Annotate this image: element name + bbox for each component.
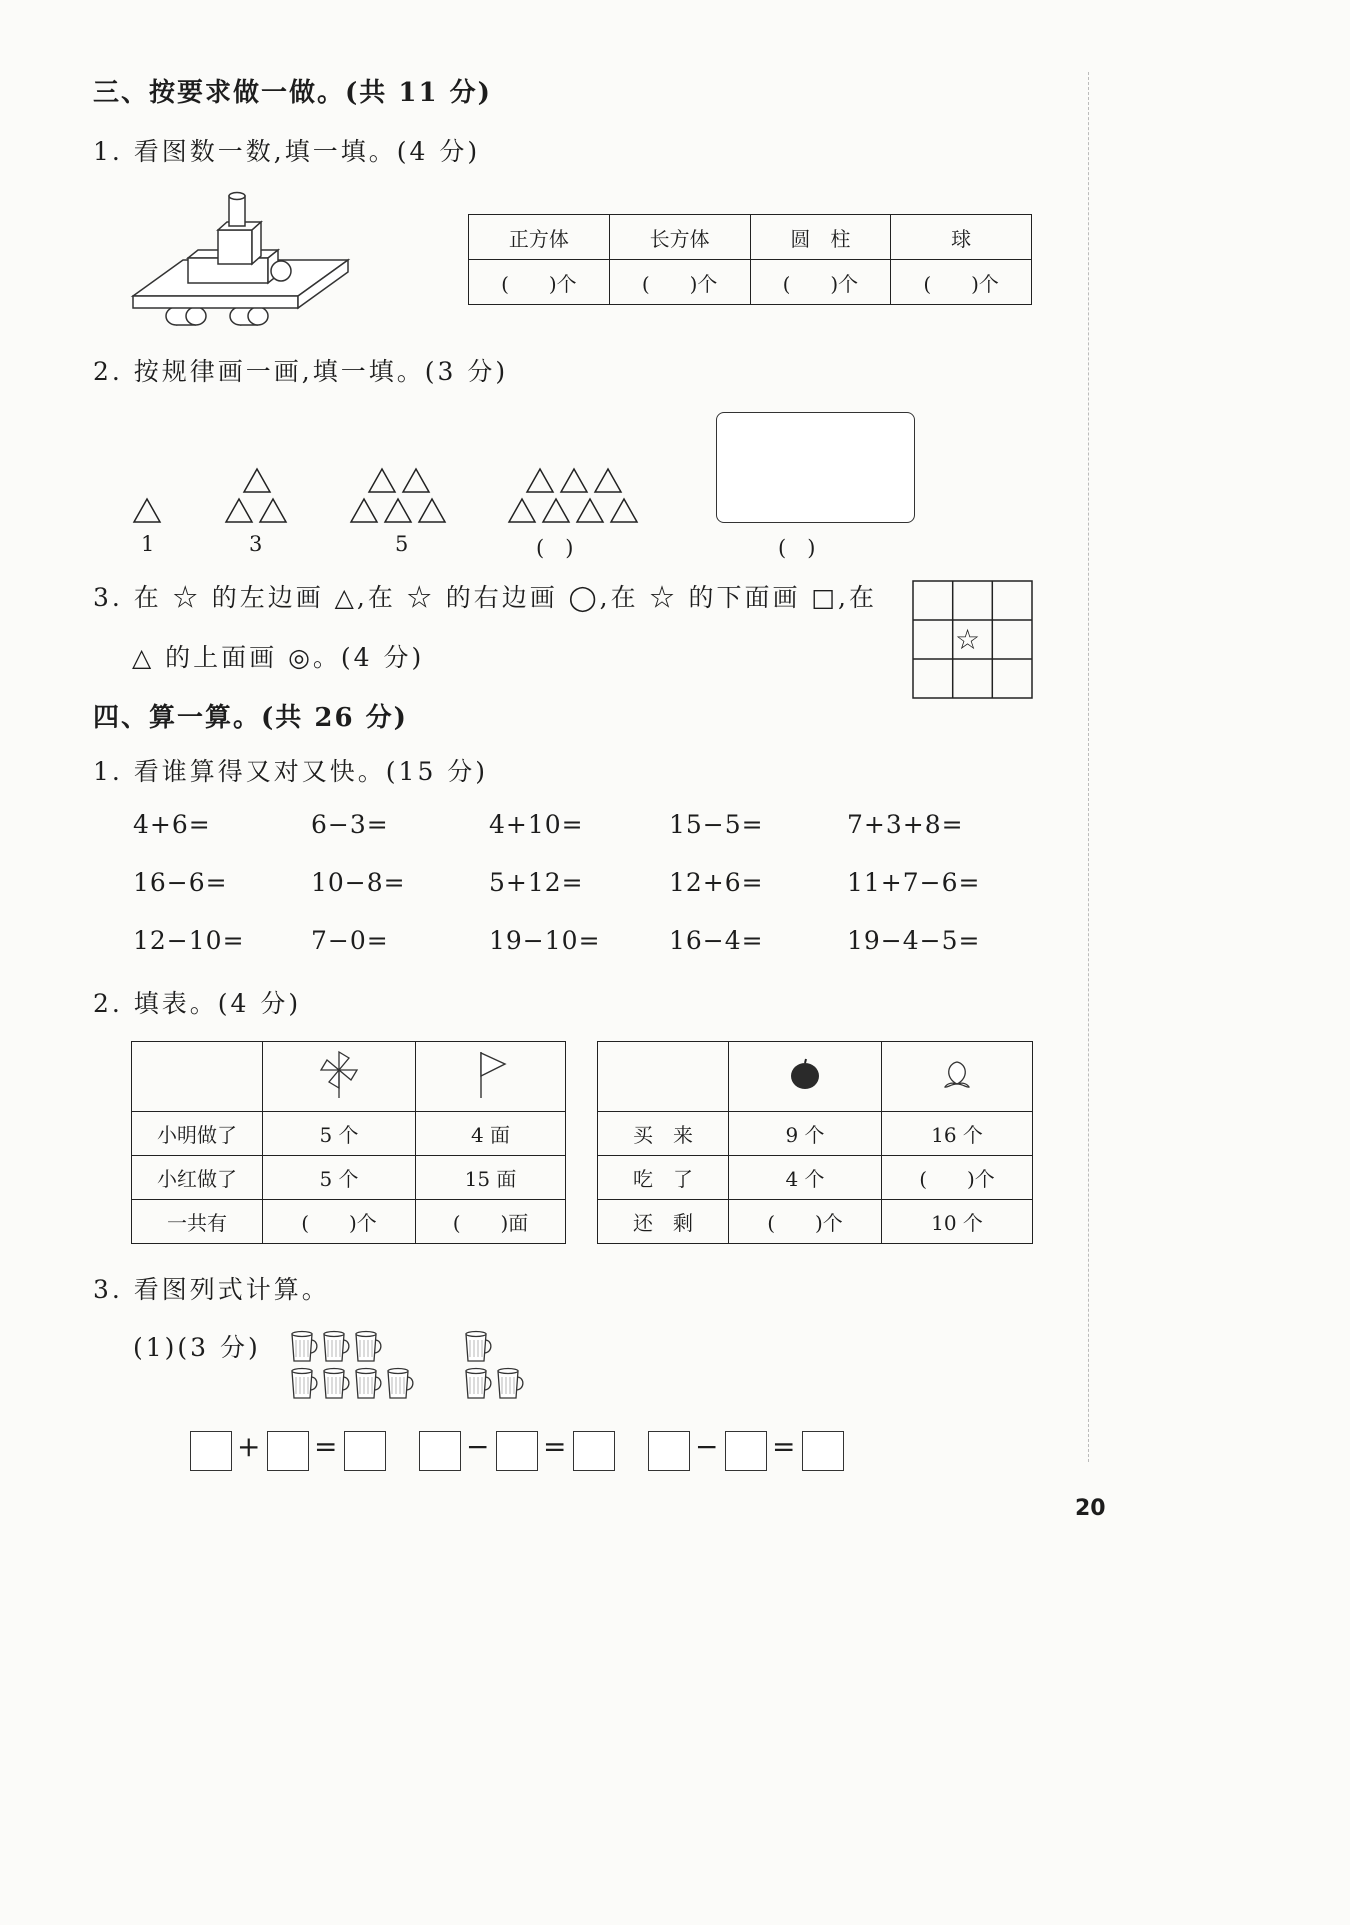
answer-cuboid[interactable]: ( )个 xyxy=(609,260,750,305)
header-cuboid: 长方体 xyxy=(609,215,750,260)
page-number: 20 xyxy=(1075,1496,1106,1521)
question-4-1: 1. 看谁算得又对又快。(15 分) xyxy=(93,757,489,786)
answer-box[interactable] xyxy=(648,1431,690,1471)
answer-box[interactable] xyxy=(725,1431,767,1471)
calc-item[interactable]: 4+6= xyxy=(133,810,211,839)
header-pinwheel xyxy=(263,1042,416,1112)
question-4-2: 2. 填表。(4 分) xyxy=(93,989,302,1018)
header-peach xyxy=(882,1042,1033,1112)
answer-box[interactable] xyxy=(573,1431,615,1471)
calc-item[interactable]: 4+10= xyxy=(489,810,584,839)
row-label: 一共有 xyxy=(132,1200,263,1244)
pattern-label-2: 3 xyxy=(249,532,263,556)
row-label: 还 剩 xyxy=(598,1200,729,1244)
answer-box[interactable] xyxy=(419,1431,461,1471)
row-label: 小红做了 xyxy=(132,1156,263,1200)
question-4-3-1: (1)(3 分) xyxy=(133,1333,261,1362)
answer-box[interactable] xyxy=(496,1431,538,1471)
flag-icon xyxy=(471,1048,511,1100)
answer-box[interactable] xyxy=(267,1431,309,1471)
answer-box[interactable] xyxy=(190,1431,232,1471)
calc-item[interactable]: 6−3= xyxy=(311,810,389,839)
empty-corner xyxy=(132,1042,263,1112)
empty-corner xyxy=(598,1042,729,1112)
drawing-box[interactable] xyxy=(716,412,915,523)
calc-item[interactable]: 12−10= xyxy=(133,926,245,955)
operator: = xyxy=(543,1430,567,1463)
star-icon: ☆ xyxy=(955,623,981,656)
fruit-table xyxy=(597,1041,1033,1244)
question-4-3: 3. 看图列式计算。 xyxy=(93,1275,330,1304)
question-3-1: 1. 看图数一数,填一填。(4 分) xyxy=(93,137,481,166)
answer-sphere[interactable]: ( )个 xyxy=(891,260,1032,305)
peach-icon xyxy=(937,1054,977,1094)
calc-item[interactable]: 16−6= xyxy=(133,868,228,897)
margin-line xyxy=(1088,72,1089,1462)
row-label: 买 来 xyxy=(598,1112,729,1156)
question-3-3-line2: △ 的上面画 ◎。(4 分) xyxy=(132,643,425,672)
header-cylinder: 圆 柱 xyxy=(750,215,891,260)
calc-item[interactable]: 7−0= xyxy=(311,926,389,955)
answer-box[interactable] xyxy=(802,1431,844,1471)
solid-shapes-illustration xyxy=(128,188,354,328)
cell-value: 5 个 xyxy=(263,1112,416,1156)
calc-item[interactable]: 5+12= xyxy=(489,868,584,897)
row-label: 吃 了 xyxy=(598,1156,729,1200)
craft-table xyxy=(131,1041,566,1244)
cups-illustration xyxy=(286,1328,526,1404)
answer-cell[interactable]: ( )面 xyxy=(416,1200,566,1244)
answer-cell[interactable]: ( )个 xyxy=(882,1156,1033,1200)
operator: = xyxy=(772,1430,796,1463)
calc-item[interactable]: 19−10= xyxy=(489,926,601,955)
header-sphere: 球 xyxy=(891,215,1032,260)
cell-value: 4 个 xyxy=(729,1156,882,1200)
pinwheel-icon xyxy=(315,1048,363,1100)
calc-item[interactable]: 7+3+8= xyxy=(847,810,964,839)
answer-cylinder[interactable]: ( )个 xyxy=(750,260,891,305)
question-3-3-line1: 3. 在 ☆ 的左边画 △,在 ☆ 的右边画 ◯,在 ☆ 的下面画 □,在 xyxy=(93,583,877,612)
cell-value: 16 个 xyxy=(882,1112,1033,1156)
answer-cell[interactable]: ( )个 xyxy=(263,1200,416,1244)
pattern-label-1: 1 xyxy=(141,532,155,556)
answer-cube[interactable]: ( )个 xyxy=(469,260,610,305)
calc-item[interactable]: 12+6= xyxy=(669,868,764,897)
operator: + xyxy=(237,1430,261,1463)
operator: − xyxy=(466,1430,490,1463)
operator: = xyxy=(314,1430,338,1463)
calc-item[interactable]: 11+7−6= xyxy=(847,868,981,897)
cell-value: 15 面 xyxy=(416,1156,566,1200)
header-flag xyxy=(416,1042,566,1112)
question-3-2: 2. 按规律画一画,填一填。(3 分) xyxy=(93,357,509,386)
header-cube: 正方体 xyxy=(469,215,610,260)
pattern-label-3: 5 xyxy=(395,532,409,556)
operator: − xyxy=(695,1430,719,1463)
header-apple xyxy=(729,1042,882,1112)
answer-box[interactable] xyxy=(344,1431,386,1471)
cell-value: 9 个 xyxy=(729,1112,882,1156)
triangle-pattern xyxy=(128,462,658,528)
cell-value: 5 个 xyxy=(263,1156,416,1200)
shape-count-table xyxy=(468,214,1032,305)
pattern-answer-5[interactable]: ( ) xyxy=(778,536,816,560)
cell-value: 10 个 xyxy=(882,1200,1033,1244)
calc-item[interactable]: 15−5= xyxy=(669,810,764,839)
calc-item[interactable]: 19−4−5= xyxy=(847,926,981,955)
calc-item[interactable]: 16−4= xyxy=(669,926,764,955)
pattern-answer-4[interactable]: ( ) xyxy=(536,536,574,560)
apple-icon xyxy=(785,1054,825,1094)
answer-cell[interactable]: ( )个 xyxy=(729,1200,882,1244)
calc-item[interactable]: 10−8= xyxy=(311,868,406,897)
section-3-title: 三、按要求做一做。(共 11 分) xyxy=(93,78,492,108)
row-label: 小明做了 xyxy=(132,1112,263,1156)
section-4-title: 四、算一算。(共 26 分) xyxy=(93,703,408,733)
cell-value: 4 面 xyxy=(416,1112,566,1156)
